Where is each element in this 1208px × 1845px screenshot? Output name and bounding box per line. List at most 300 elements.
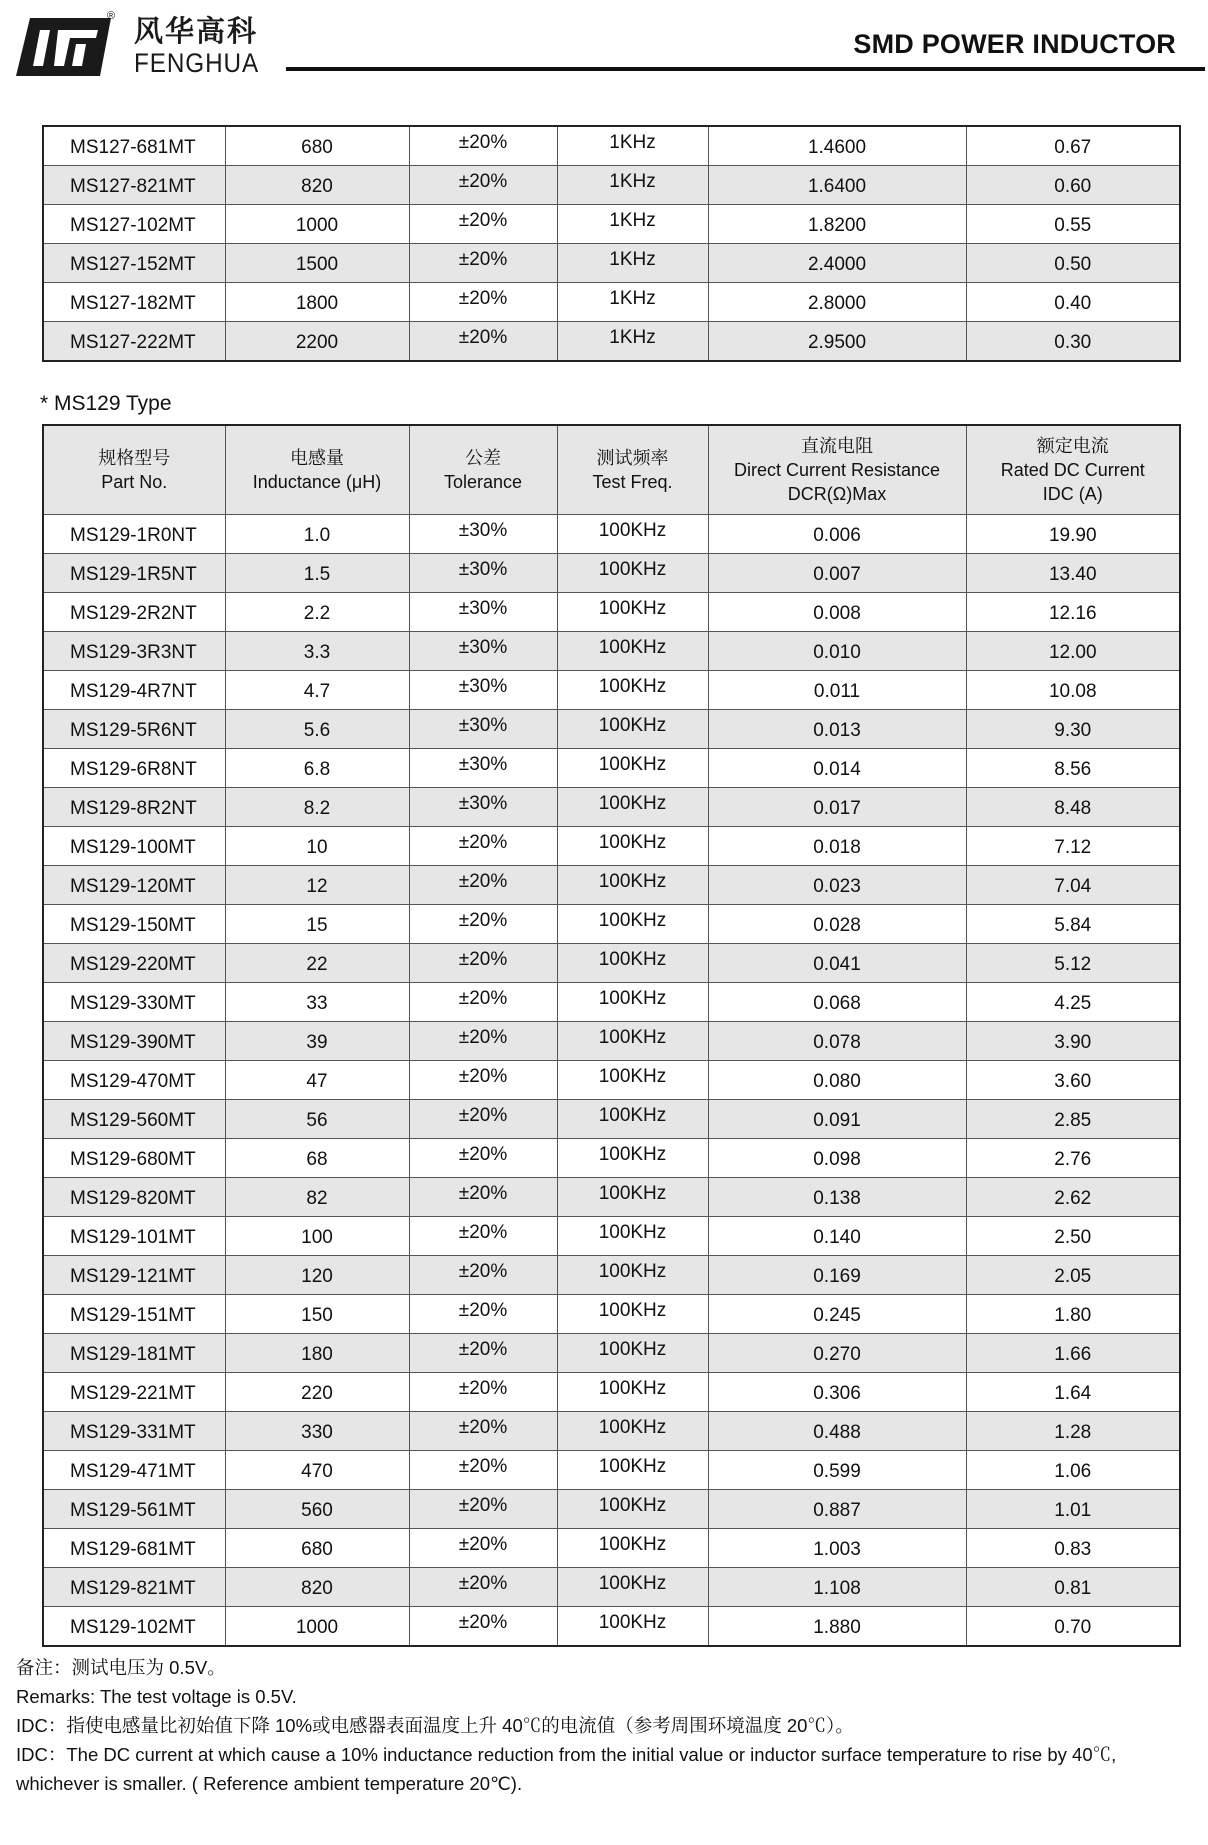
cell-text: 0.67 — [1054, 137, 1092, 158]
cell-test-freq — [557, 632, 708, 671]
cell-inductance — [225, 827, 409, 866]
cell-text: ±20% — [458, 910, 508, 931]
cell-text: ±30% — [458, 637, 508, 658]
cell-dcr — [708, 283, 966, 322]
cell-text: 10.08 — [1048, 681, 1097, 702]
cell-inductance — [225, 1568, 409, 1607]
cell-inductance — [225, 1529, 409, 1568]
cell-text: 100KHz — [598, 1339, 667, 1360]
cell-dcr — [708, 1139, 966, 1178]
cell-tolerance — [409, 1295, 557, 1334]
cell-text: ±30% — [458, 520, 508, 541]
cell-test-freq — [557, 1529, 708, 1568]
note-en-voltage: Remarks: The test voltage is 0.5V. — [16, 1686, 297, 1707]
cell-test-freq — [557, 1061, 708, 1100]
cell-text: 68 — [306, 1149, 328, 1170]
cell-text: ±30% — [458, 793, 508, 814]
cell-tolerance — [409, 632, 557, 671]
cell-text: MS129-151MT — [70, 1305, 196, 1326]
cell-dcr — [708, 1100, 966, 1139]
cell-text: MS129-820MT — [70, 1188, 196, 1209]
cell-text: 1.0 — [303, 525, 331, 546]
cell-text: 100KHz — [598, 1105, 667, 1126]
cell-dcr — [708, 671, 966, 710]
cell-text: 9.30 — [1054, 720, 1092, 741]
cell-text: 1KHz — [609, 249, 656, 270]
cell-inductance — [225, 671, 409, 710]
cell-text: 12.16 — [1048, 603, 1097, 624]
cell-text: 0.488 — [813, 1422, 861, 1443]
table-row — [43, 1412, 1180, 1451]
cell-text: 4.25 — [1054, 993, 1092, 1014]
cell-text: 100KHz — [598, 637, 667, 658]
cell-text: 1.06 — [1054, 1461, 1092, 1482]
table-row — [43, 905, 1180, 944]
cell-tolerance — [409, 866, 557, 905]
header-line: 测试频率 — [596, 448, 669, 468]
cell-test-freq — [557, 944, 708, 983]
cell-part-no — [43, 827, 225, 866]
cell-dcr — [708, 632, 966, 671]
cell-tolerance — [409, 1412, 557, 1451]
cell-text: 12.00 — [1048, 642, 1097, 663]
cell-tolerance — [409, 1490, 557, 1529]
cell-text: ±20% — [458, 1300, 508, 1321]
cell-text: 100KHz — [598, 1300, 667, 1321]
header-line: DCR(Ω)Max — [787, 484, 887, 504]
cell-tolerance — [409, 671, 557, 710]
cell-text: 1800 — [295, 293, 339, 314]
cell-text: 0.023 — [813, 876, 861, 897]
cell-test-freq — [557, 554, 708, 593]
cell-text: 0.70 — [1054, 1617, 1092, 1638]
cell-text: 560 — [301, 1500, 333, 1521]
cell-dcr — [708, 944, 966, 983]
cell-dcr — [708, 788, 966, 827]
cell-text: MS129-121MT — [70, 1266, 196, 1287]
cell-inductance — [225, 632, 409, 671]
cell-tolerance — [409, 166, 557, 205]
table-row — [43, 515, 1180, 554]
note-cn-idc: IDC：指使电感量比初始值下降 10%或电感器表面温度上升 40℃的电流值（参考周围环境温度 20℃）。 — [16, 1715, 854, 1736]
cell-inductance — [225, 788, 409, 827]
cell-text: 1.01 — [1054, 1500, 1092, 1521]
cell-text: ±20% — [458, 949, 508, 970]
cell-text: 1.880 — [813, 1617, 861, 1638]
cell-inductance — [225, 166, 409, 205]
header-line: 电感量 — [290, 448, 344, 468]
cell-idc — [966, 1490, 1180, 1529]
header-line: Part No. — [101, 472, 168, 492]
cell-dcr — [708, 554, 966, 593]
cell-text: 2200 — [295, 332, 339, 353]
cell-text: 0.60 — [1054, 176, 1092, 197]
cell-text: 100 — [301, 1227, 333, 1248]
cell-text: 100KHz — [598, 1417, 667, 1438]
cell-text: 8.56 — [1054, 759, 1092, 780]
cell-part-no — [43, 944, 225, 983]
cell-inductance — [225, 749, 409, 788]
cell-part-no — [43, 166, 225, 205]
cell-part-no — [43, 1100, 225, 1139]
note-en-idc-cont: whichever is smaller. ( Reference ambient temperature 20℃). — [16, 1773, 523, 1794]
cell-part-no — [43, 1490, 225, 1529]
cell-text: MS129-1R5NT — [70, 564, 197, 585]
cell-text: 2.50 — [1054, 1227, 1092, 1248]
cell-inductance — [225, 983, 409, 1022]
cell-text: MS129-3R3NT — [70, 642, 197, 663]
cell-text: 7.12 — [1054, 837, 1092, 858]
cell-part-no — [43, 710, 225, 749]
cell-dcr — [708, 1568, 966, 1607]
cell-test-freq — [557, 671, 708, 710]
cell-dcr — [708, 1607, 966, 1647]
cell-test-freq — [557, 1412, 708, 1451]
cell-text: 100KHz — [598, 1378, 667, 1399]
cell-test-freq — [557, 905, 708, 944]
cell-text: MS127-182MT — [70, 293, 196, 314]
cell-text: 100KHz — [598, 1573, 667, 1594]
cell-text: 0.140 — [813, 1227, 861, 1248]
cell-text: MS129-470MT — [70, 1071, 196, 1092]
cell-idc — [966, 1178, 1180, 1217]
table-row — [43, 126, 1180, 166]
cell-text: 0.068 — [813, 993, 861, 1014]
cell-text: 1.6400 — [807, 176, 867, 197]
cell-text: 3.3 — [303, 642, 331, 663]
cell-idc — [966, 1139, 1180, 1178]
cell-text: ±20% — [458, 249, 508, 270]
cell-text: MS129-150MT — [70, 915, 196, 936]
cell-test-freq — [557, 1022, 708, 1061]
cell-tolerance — [409, 126, 557, 166]
cell-text: MS129-681MT — [70, 1539, 196, 1560]
cell-text: 8.48 — [1054, 798, 1092, 819]
cell-idc — [966, 632, 1180, 671]
table-row — [43, 1256, 1180, 1295]
table-row — [43, 1061, 1180, 1100]
cell-test-freq — [557, 166, 708, 205]
brand-name-cn: 风华高科 — [134, 14, 259, 48]
cell-tolerance — [409, 1256, 557, 1295]
cell-text: 1.64 — [1054, 1383, 1092, 1404]
cell-text: MS129-561MT — [70, 1500, 196, 1521]
cell-text: 2.76 — [1054, 1149, 1092, 1170]
cell-inductance — [225, 1100, 409, 1139]
cell-text: 0.008 — [813, 603, 861, 624]
cell-text: 0.010 — [813, 642, 861, 663]
header-idc — [966, 425, 1180, 515]
cell-idc — [966, 788, 1180, 827]
cell-test-freq — [557, 126, 708, 166]
cell-text: 0.599 — [813, 1461, 861, 1482]
cell-text: 1.003 — [813, 1539, 861, 1560]
cell-text: 0.887 — [813, 1500, 861, 1521]
cell-text: 0.098 — [813, 1149, 861, 1170]
cell-part-no — [43, 632, 225, 671]
table-row — [43, 554, 1180, 593]
cell-text: MS129-560MT — [70, 1110, 196, 1131]
cell-text: 1KHz — [609, 210, 656, 231]
cell-text: 680 — [301, 137, 333, 158]
table-row — [43, 749, 1180, 788]
table-row — [43, 710, 1180, 749]
cell-inductance — [225, 126, 409, 166]
cell-text: ±20% — [458, 1612, 508, 1633]
cell-dcr — [708, 1334, 966, 1373]
cell-idc — [966, 1061, 1180, 1100]
cell-part-no — [43, 515, 225, 554]
cell-text: 2.05 — [1054, 1266, 1092, 1287]
cell-part-no — [43, 1412, 225, 1451]
table-row — [43, 1217, 1180, 1256]
cell-test-freq — [557, 1217, 708, 1256]
cell-dcr — [708, 1217, 966, 1256]
cell-dcr — [708, 710, 966, 749]
cell-text: 0.55 — [1054, 215, 1092, 236]
cell-inductance — [225, 1490, 409, 1529]
cell-idc — [966, 593, 1180, 632]
table-row — [43, 1100, 1180, 1139]
cell-tolerance — [409, 593, 557, 632]
table-row — [43, 788, 1180, 827]
table-row — [43, 1022, 1180, 1061]
cell-text: MS129-102MT — [70, 1617, 196, 1638]
cell-text: 120 — [301, 1266, 333, 1287]
cell-tolerance — [409, 1334, 557, 1373]
cell-text: MS127-222MT — [70, 332, 196, 353]
section-title: * MS129 Type — [40, 392, 172, 415]
cell-dcr — [708, 593, 966, 632]
cell-inductance — [225, 1061, 409, 1100]
cell-text: ±20% — [458, 988, 508, 1009]
cell-text: MS129-390MT — [70, 1032, 196, 1053]
cell-test-freq — [557, 1178, 708, 1217]
cell-tolerance — [409, 905, 557, 944]
cell-part-no — [43, 1568, 225, 1607]
table-row — [43, 1334, 1180, 1373]
cell-text: 1KHz — [609, 288, 656, 309]
cell-text: MS127-821MT — [70, 176, 196, 197]
cell-text: 2.4000 — [807, 254, 867, 275]
cell-text: 0.30 — [1054, 332, 1092, 353]
cell-text: ±20% — [458, 1261, 508, 1282]
document-body — [0, 125, 1208, 1798]
cell-dcr — [708, 1256, 966, 1295]
cell-tolerance — [409, 749, 557, 788]
cell-test-freq — [557, 1139, 708, 1178]
table-row — [43, 205, 1180, 244]
cell-dcr — [708, 244, 966, 283]
cell-text: 220 — [301, 1383, 333, 1404]
cell-dcr — [708, 1529, 966, 1568]
cell-part-no — [43, 205, 225, 244]
cell-idc — [966, 710, 1180, 749]
table-row — [43, 671, 1180, 710]
cell-text: 1500 — [295, 254, 339, 275]
header-test-freq — [557, 425, 708, 515]
table-row — [43, 166, 1180, 205]
cell-tolerance — [409, 1061, 557, 1100]
cell-text: 0.81 — [1054, 1578, 1092, 1599]
cell-text: MS129-1R0NT — [70, 525, 197, 546]
cell-text: 100KHz — [598, 676, 667, 697]
cell-text: 100KHz — [598, 1612, 667, 1633]
cell-tolerance — [409, 515, 557, 554]
cell-text: MS129-221MT — [70, 1383, 196, 1404]
cell-idc — [966, 1568, 1180, 1607]
cell-text: ±20% — [458, 1417, 508, 1438]
cell-text: 0.013 — [813, 720, 861, 741]
cell-text: 0.83 — [1054, 1539, 1092, 1560]
header-line: 直流电阻 — [801, 436, 873, 456]
cell-inductance — [225, 1217, 409, 1256]
cell-text: 47 — [306, 1071, 328, 1092]
cell-text: 680 — [301, 1539, 333, 1560]
cell-tolerance — [409, 1373, 557, 1412]
cell-text: 100KHz — [598, 1534, 667, 1555]
cell-text: 0.080 — [813, 1071, 861, 1092]
cell-part-no — [43, 1373, 225, 1412]
cell-inductance — [225, 1373, 409, 1412]
cell-inductance — [225, 905, 409, 944]
cell-tolerance — [409, 1217, 557, 1256]
cell-text: ±20% — [458, 1144, 508, 1165]
cell-test-freq — [557, 866, 708, 905]
cell-part-no — [43, 749, 225, 788]
cell-text: 3.90 — [1054, 1032, 1092, 1053]
cell-part-no — [43, 593, 225, 632]
cell-text: 100KHz — [598, 871, 667, 892]
cell-tolerance — [409, 1022, 557, 1061]
cell-dcr — [708, 866, 966, 905]
cell-dcr — [708, 1373, 966, 1412]
cell-part-no — [43, 1022, 225, 1061]
header-line: 公差 — [465, 448, 501, 468]
cell-test-freq — [557, 983, 708, 1022]
cell-inductance — [225, 1412, 409, 1451]
cell-text: MS129-331MT — [70, 1422, 196, 1443]
cell-dcr — [708, 1412, 966, 1451]
cell-idc — [966, 1334, 1180, 1373]
table-row — [43, 244, 1180, 283]
cell-text: MS129-2R2NT — [70, 603, 197, 624]
cell-test-freq — [557, 244, 708, 283]
table-row — [43, 593, 1180, 632]
cell-test-freq — [557, 1256, 708, 1295]
cell-text: 100KHz — [598, 832, 667, 853]
cell-inductance — [225, 205, 409, 244]
cell-text: ±20% — [458, 1339, 508, 1360]
cell-text: 0.011 — [813, 681, 861, 702]
cell-text: MS129-181MT — [70, 1344, 196, 1365]
table-row — [43, 1607, 1180, 1647]
cell-text: ±20% — [458, 1378, 508, 1399]
cell-dcr — [708, 905, 966, 944]
cell-dcr — [708, 322, 966, 362]
cell-part-no — [43, 1295, 225, 1334]
cell-part-no — [43, 126, 225, 166]
header-line: 规格型号 — [98, 448, 171, 468]
cell-text: MS129-101MT — [70, 1227, 196, 1248]
cell-text: ±20% — [458, 288, 508, 309]
cell-dcr — [708, 983, 966, 1022]
cell-test-freq — [557, 788, 708, 827]
cell-dcr — [708, 1022, 966, 1061]
cell-text: MS129-821MT — [70, 1578, 196, 1599]
table-row — [43, 1139, 1180, 1178]
table-row — [43, 1529, 1180, 1568]
cell-idc — [966, 749, 1180, 788]
cell-text: MS129-220MT — [70, 954, 196, 975]
cell-part-no — [43, 1178, 225, 1217]
cell-text: 0.270 — [813, 1344, 861, 1365]
cell-text: 15 — [306, 915, 328, 936]
cell-inductance — [225, 1139, 409, 1178]
cell-part-no — [43, 671, 225, 710]
cell-text: 0.017 — [813, 798, 861, 819]
cell-text: 0.078 — [813, 1032, 861, 1053]
cell-text: 1000 — [295, 215, 339, 236]
cell-text: 22 — [306, 954, 328, 975]
cell-part-no — [43, 554, 225, 593]
header-line: Rated DC Current — [1000, 460, 1145, 480]
cell-idc — [966, 166, 1180, 205]
cell-text: ±30% — [458, 754, 508, 775]
header-inductance — [225, 425, 409, 515]
cell-text: 100KHz — [598, 754, 667, 775]
note-cn-voltage: 备注：测试电压为 0.5V。 — [16, 1657, 226, 1678]
cell-text: ±20% — [458, 1183, 508, 1204]
cell-text: ±30% — [458, 598, 508, 619]
cell-idc — [966, 1529, 1180, 1568]
cell-tolerance — [409, 1451, 557, 1490]
cell-inductance — [225, 244, 409, 283]
cell-text: 180 — [301, 1344, 333, 1365]
cell-tolerance — [409, 322, 557, 362]
cell-test-freq — [557, 1490, 708, 1529]
table-row — [43, 983, 1180, 1022]
cell-part-no — [43, 322, 225, 362]
cell-tolerance — [409, 283, 557, 322]
cell-text: 1KHz — [609, 171, 656, 192]
cell-text: 0.245 — [813, 1305, 861, 1326]
cell-idc — [966, 322, 1180, 362]
cell-idc — [966, 905, 1180, 944]
cell-text: MS129-680MT — [70, 1149, 196, 1170]
cell-text: 330 — [301, 1422, 333, 1443]
cell-inductance — [225, 710, 409, 749]
cell-text: ±20% — [458, 1066, 508, 1087]
cell-text: 39 — [306, 1032, 328, 1053]
cell-text: 8.2 — [303, 798, 331, 819]
header-line: 额定电流 — [1036, 436, 1109, 456]
cell-dcr — [708, 749, 966, 788]
cell-idc — [966, 1217, 1180, 1256]
cell-text: 470 — [301, 1461, 333, 1482]
table-row — [43, 1490, 1180, 1529]
cell-text: 0.40 — [1054, 293, 1092, 314]
cell-text: 10 — [306, 837, 328, 858]
cell-text: ±20% — [458, 1456, 508, 1477]
cell-text: 100KHz — [598, 1027, 667, 1048]
table-row — [43, 322, 1180, 362]
cell-text: MS129-330MT — [70, 993, 196, 1014]
cell-text: 1.8200 — [807, 215, 867, 236]
cell-text: 100KHz — [598, 1495, 667, 1516]
cell-text: 820 — [301, 176, 333, 197]
cell-text: 100KHz — [598, 988, 667, 1009]
